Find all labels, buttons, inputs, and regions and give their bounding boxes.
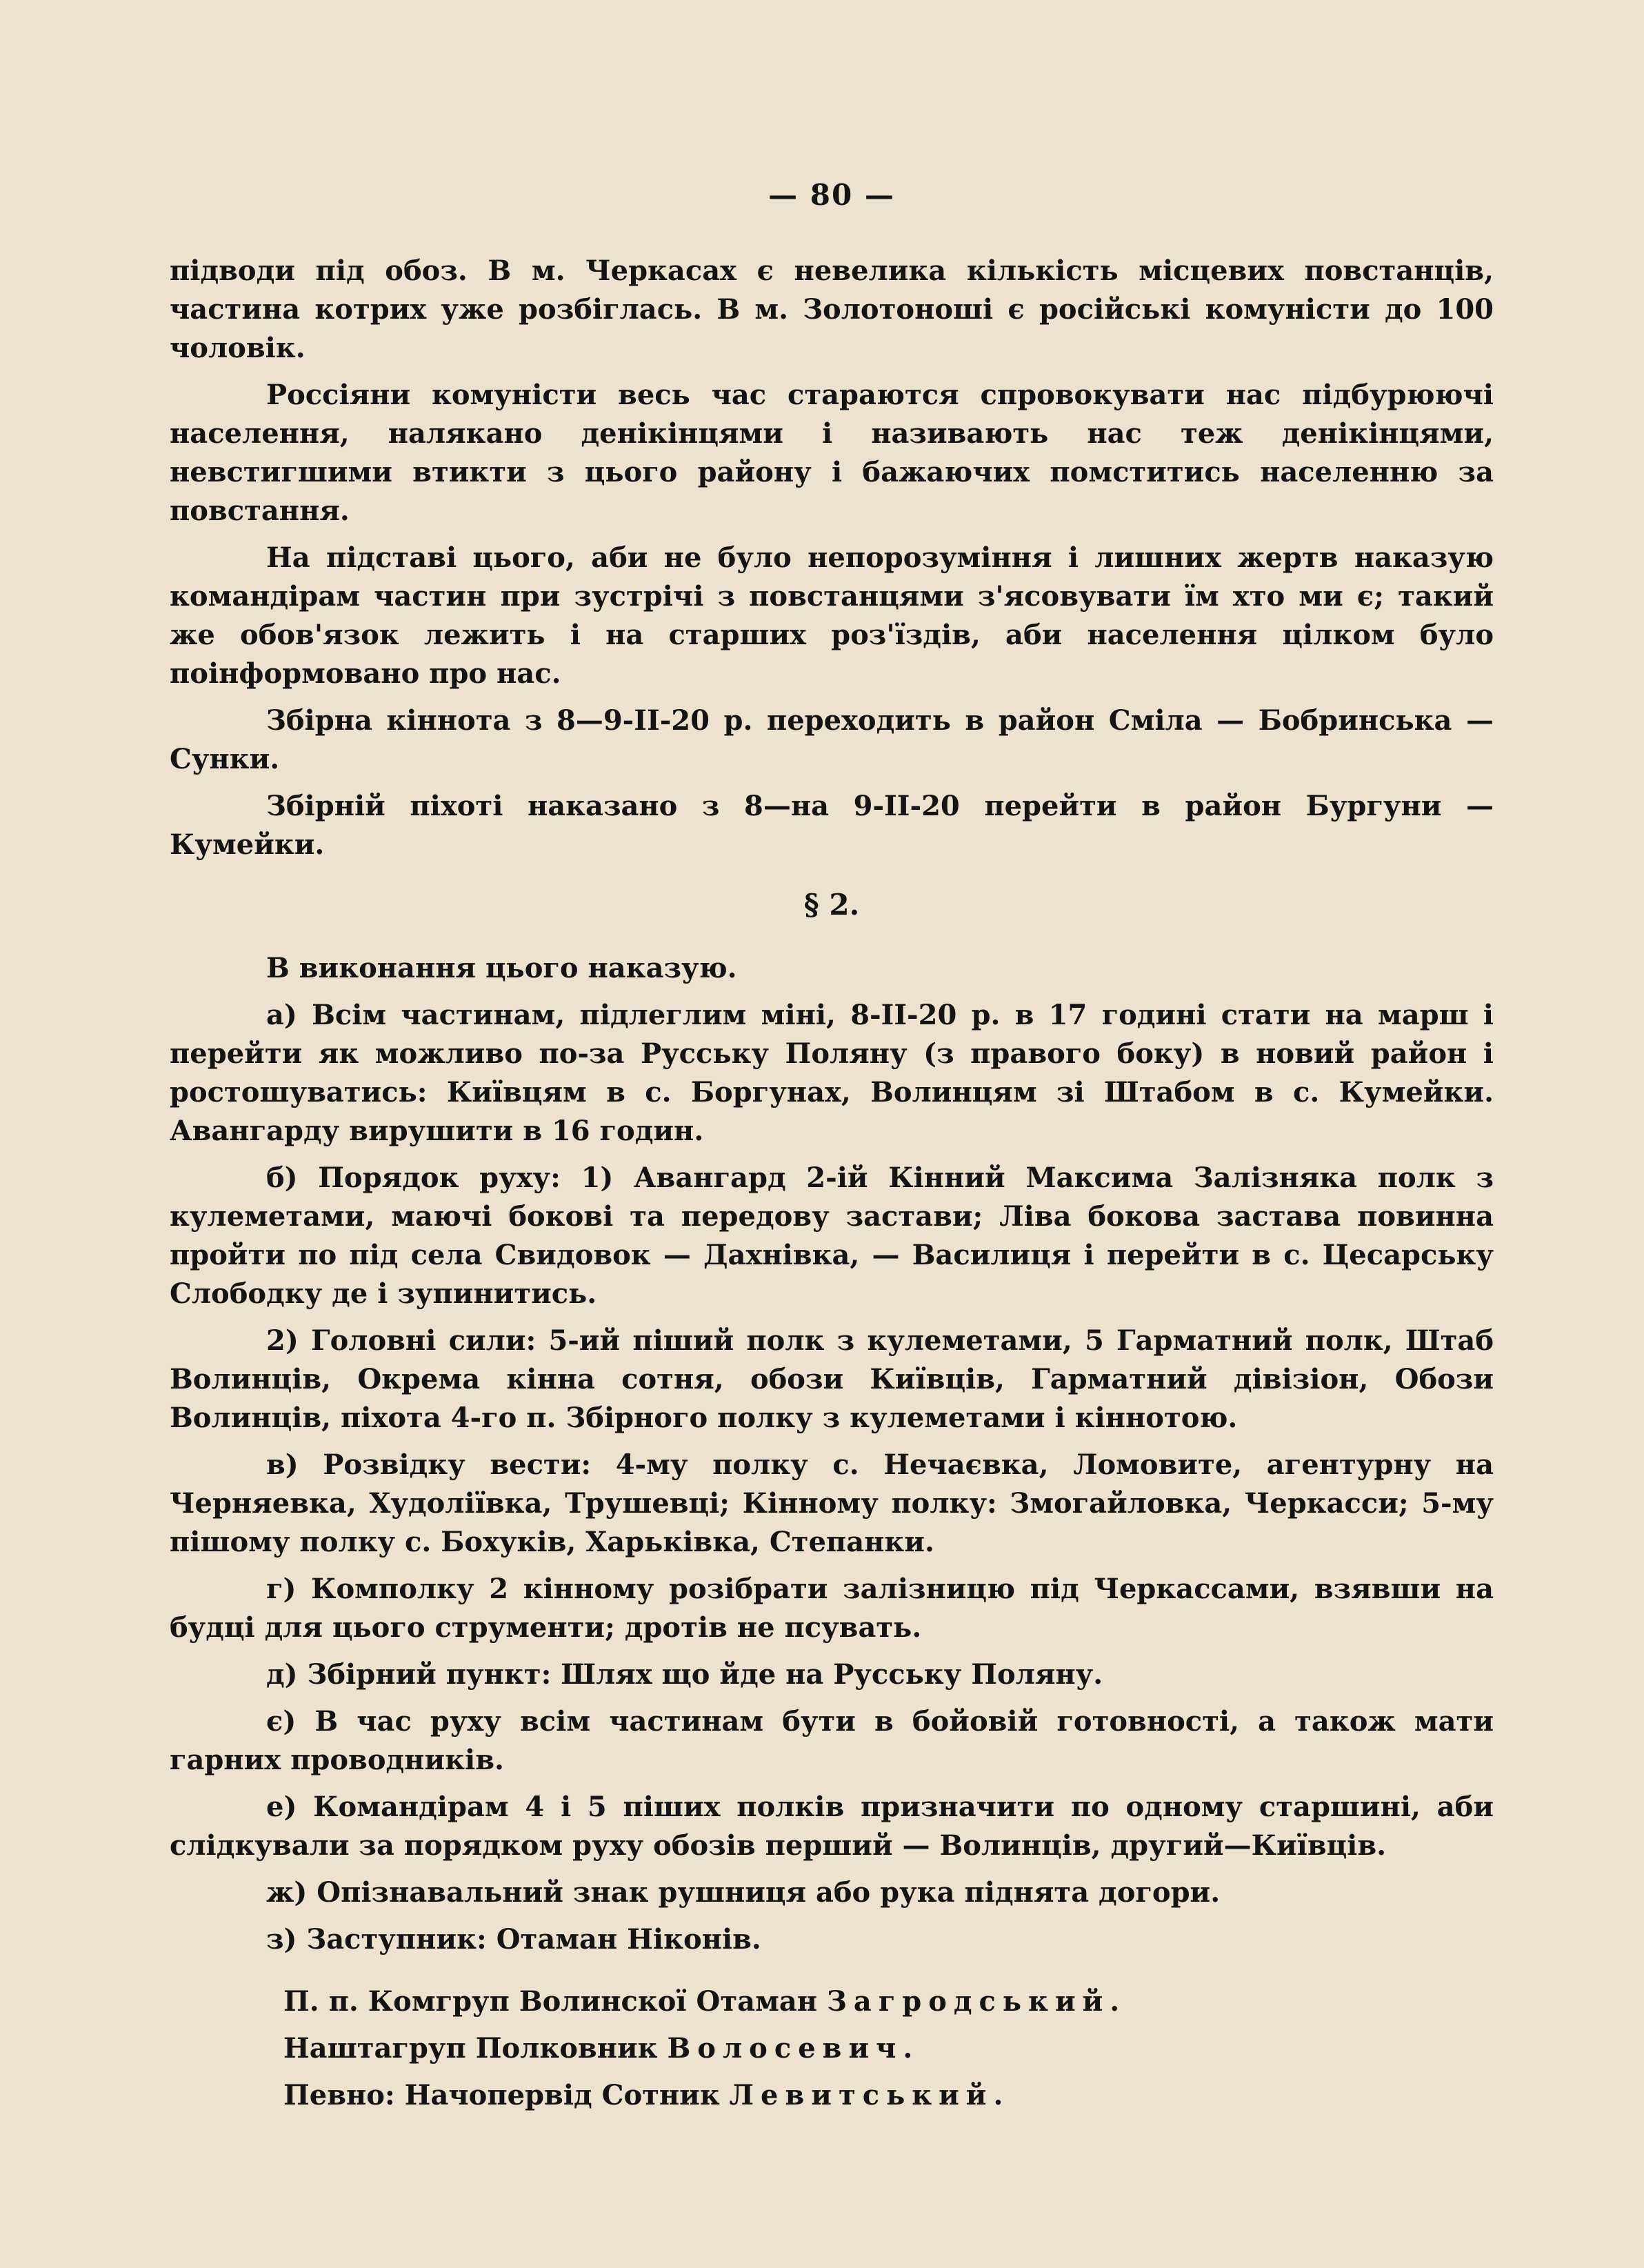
paragraph-cavalry: Збірна кіннота з 8—9-II-20 р. переходить в район Сміла — Бобринська — Сунки.: [170, 704, 1494, 775]
order-item-b: б) Порядок руху: 1) Авангард 2-ій Кінний Максима Залізняка полк з кулеметами, маючі бокові та передову застави; Ліва бокова застава повинна пройти по під села Свидовок — Дахнівка, — Василиця і перейти в с. Цесарську Слободку де і зупинитись.: [170, 1162, 1494, 1310]
order-item-b-2: 2) Головні сили: 5-ий піший полк з кулеметами, 5 Гарматний полк, Штаб Волинців, Окрема кінна сотня, обози Київців, Гарматний дівізіон, Обози Волинців, піхота 4-го п. Збірного полку з кулеметами і кіннотою.: [170, 1324, 1494, 1434]
paragraph-infantry: Збірній піхоті наказано з 8—на 9-II-20 перейти в район Бургуни — Кумейки.: [170, 790, 1494, 861]
order-item-z: з) Заступник: Отаман Ніконів.: [266, 1923, 761, 1956]
order-item-e: е) Командірам 4 і 5 піших полків призначити по одному старшині, аби слідкували за порядком руху обозів перший — Волинців, другий—Київців.: [170, 1791, 1494, 1862]
page-number: — 80 —: [768, 178, 895, 212]
signature-name: Левитський.: [729, 2079, 1010, 2111]
order-item-zh: ж) Опізнавальний знак рушниця або рука піднята догори.: [266, 1876, 1221, 1909]
signature-line-certified: [283, 2072, 1494, 2119]
signature-name: Загродський.: [826, 1985, 1127, 2018]
paragraph-russian-communists: Россіяни комуністи весь час стараются спровокувати нас підбурюючі населення, налякано денікінцями і називають нас теж денікінцями, невстигшими втикти з цього району і бажаючих помститись населенню за повстання.: [170, 379, 1494, 527]
signature-title: Наштагруп Полковник: [283, 2032, 658, 2065]
order-item-ye: є) В час руху всім частинам бути в бойовій готовності, а також мати гарних проводників.: [170, 1705, 1494, 1776]
paragraph-order-intro: В виконання цього наказую.: [266, 952, 737, 984]
signature-name: Волосевич.: [667, 2032, 920, 2065]
signature-title: Певно: Начопервід Сотник: [283, 2079, 720, 2111]
document-page: [170, 178, 1494, 2119]
order-item-g: г) Комполку 2 кінному розібрати залізницю під Черкассами, взявши на будці для цього струменти; дротів не псувать.: [170, 1573, 1494, 1644]
paragraph-order-commanders: На підставі цього, аби не було непорозуміння і лишних жертв наказую командірам частин при зустрічі з повстанцями з'ясовувати їм хто ми є; такий же обов'язок лежить і на старших роз'їздів, аби населення цілком було поінформовано про нас.: [170, 541, 1494, 690]
order-item-v: в) Розвідку вести: 4-му полку с. Нечаєвка, Ломовите, агентурну на Черняевка, Худоліївка, Трушевці; Кінному полку: Змогайловка, Черкасси; 5-му пішому полку с. Бохуків, Харьківка, Степанки.: [170, 1449, 1494, 1558]
order-item-d: д) Збірний пункт: Шлях що йде на Русську Поляну.: [266, 1658, 1103, 1691]
paragraph-continuation: підводи під обоз. В м. Черкасах є невелика кількість місцевих повстанців, частина котрих уже розбіглась. В м. Золотоноші є російські комуністи до 100 чоловік.: [170, 255, 1494, 364]
signature-line-chief-of-staff: [283, 2025, 1494, 2072]
signature-block: [170, 1978, 1494, 2119]
signature-line-commander: [283, 1978, 1494, 2025]
order-item-a: а) Всім частинам, підлеглим міні, 8-II-20 р. в 17 годині стати на марш і перейти як можливо по-за Русську Поляну (з правого боку) в новий район і ростошуватись: Київцям в с. Боргунах, Волинцям зі Штабом в с. Кумейки. Авангарду вирушити в 16 годин.: [170, 999, 1494, 1147]
section-heading: § 2.: [803, 888, 860, 922]
signature-title: П. п. Комгруп Волинскої Отаман: [283, 1985, 818, 2018]
